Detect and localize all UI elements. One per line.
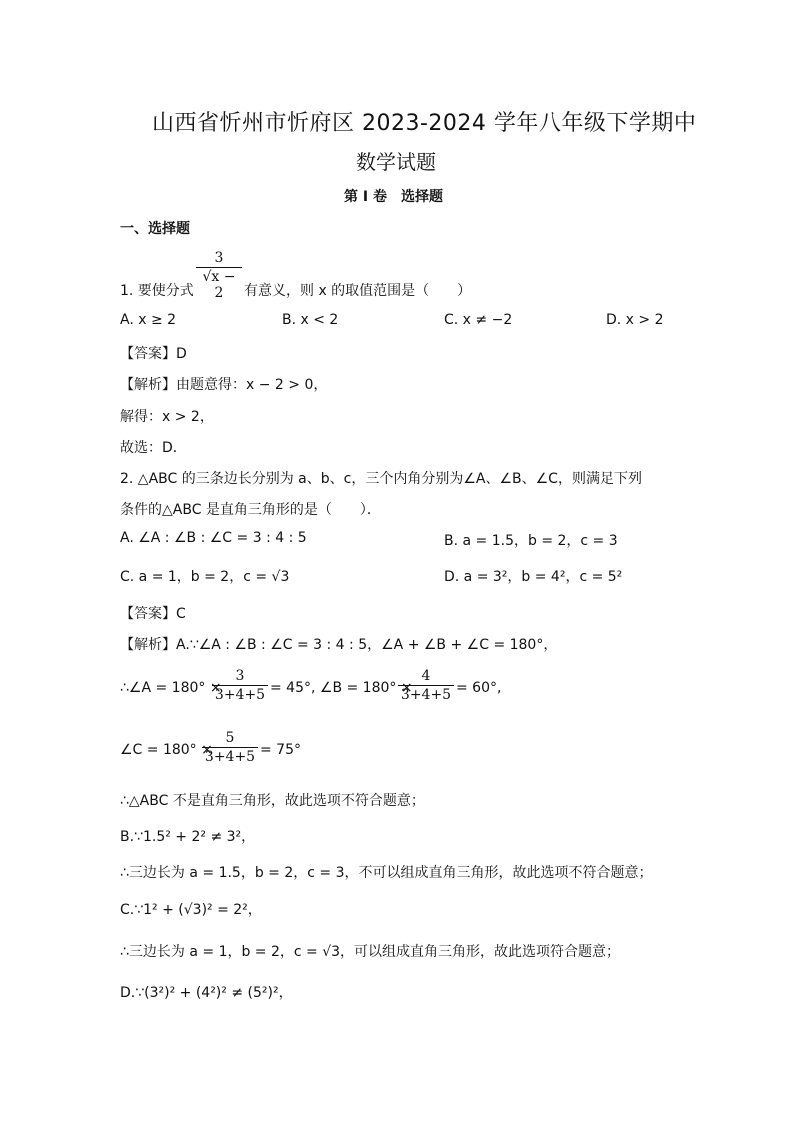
- document-title: 山西省忻州市忻府区 2023-2024 学年八年级下学期中: [152, 111, 697, 136]
- q2-fraction-b: [398, 668, 454, 703]
- q1-option-d: D. x > 2: [606, 312, 664, 328]
- fraction-bar: [398, 685, 454, 686]
- fraction-denominator: 3+4+5: [204, 749, 256, 765]
- q1-option-b: B. x < 2: [282, 312, 339, 328]
- section-heading: 一、选择题: [120, 221, 190, 237]
- q2-conclusion-c: ∴三边长为 a = 1，b = 2，c = √3，可以组成直角三角形，故此选项符合题意；: [120, 944, 621, 960]
- q2-fraction-c: [202, 730, 258, 765]
- q2-angle-b-result: = 60°,: [456, 680, 502, 696]
- q2-analysis-b: B.∵1.5² + 2² ≠ 3²，: [120, 829, 256, 845]
- fraction-numerator: 4: [421, 668, 431, 684]
- q2-conclusion-a: ∴△ABC 不是直角三角形，故此选项不符合题意；: [120, 793, 425, 809]
- q2-option-b: B. a = 1.5，b = 2，c = 3: [444, 533, 618, 549]
- q2-option-c: C. a = 1，b = 2，c = √3: [120, 569, 290, 585]
- fraction-numerator: 5: [225, 730, 235, 746]
- q1-answer: 【答案】D: [120, 346, 187, 362]
- fraction-numerator: 3: [235, 668, 245, 684]
- q2-option-d: D. a = 3²，b = 4²，c = 5²: [444, 569, 623, 585]
- q2-analysis-d: D.∵(3²)² + (4²)² ≠ (5²)²，: [120, 985, 293, 1001]
- q2-answer: 【答案】C: [120, 606, 186, 622]
- q1-analysis: 【解析】由题意得：x − 2 > 0，: [120, 377, 328, 393]
- q1-stem-prefix: 1. 要使分式: [120, 283, 194, 299]
- q2-option-a: A. ∠A : ∠B : ∠C = 3 : 4 : 5: [120, 530, 307, 546]
- q1-option-c: C. x ≠ −2: [444, 312, 513, 328]
- q1-stem-suffix: 有意义，则 x 的取值范围是（ ）: [244, 283, 472, 299]
- fraction-bar: [196, 267, 242, 268]
- fraction-denominator: √x − 2: [202, 269, 236, 301]
- q2-stem-line1: 2. △ABC 的三条边长分别为 a、b、c，三个内角分别为∠A、∠B、∠C，则满足下列: [120, 471, 642, 487]
- fraction-denominator: 3+4+5: [400, 687, 452, 703]
- fraction-bar: [202, 747, 258, 748]
- document-subtitle: 数学试题: [356, 150, 436, 174]
- q1-fraction: [196, 250, 242, 301]
- q2-conclusion-b: ∴三边长为 a = 1.5，b = 2，c = 3，不可以组成直角三角形，故此选项不符合题意；: [120, 865, 653, 881]
- q2-angle-c-result: = 75°: [260, 742, 301, 758]
- volume-heading: 第 I 卷 选择题: [344, 189, 443, 205]
- q2-stem-line2: 条件的△ABC 是直角三角形的是（ ）．: [120, 502, 381, 518]
- q2-angle-b-prefix: = 45°, ∠B = 180° ×: [270, 680, 413, 696]
- fraction-denominator: 3+4+5: [214, 687, 266, 703]
- q1-solve: 解得：x > 2，: [120, 409, 214, 425]
- q2-angle-a-prefix: ∴∠A = 180° ×: [120, 680, 222, 696]
- q1-choose: 故选：D．: [120, 440, 187, 456]
- q2-angle-c-prefix: ∠C = 180° ×: [120, 742, 213, 758]
- fraction-bar: [212, 685, 268, 686]
- q2-analysis-c: C.∵1² + (√3)² = 2²，: [120, 902, 262, 918]
- fraction-numerator: 3: [214, 250, 224, 266]
- q2-analysis-a: 【解析】A.∵∠A : ∠B : ∠C = 3 : 4 : 5，∠A + ∠B + ∠C = 180°，: [120, 637, 558, 653]
- q2-fraction-a: [212, 668, 268, 703]
- q1-option-a: A. x ≥ 2: [120, 312, 177, 328]
